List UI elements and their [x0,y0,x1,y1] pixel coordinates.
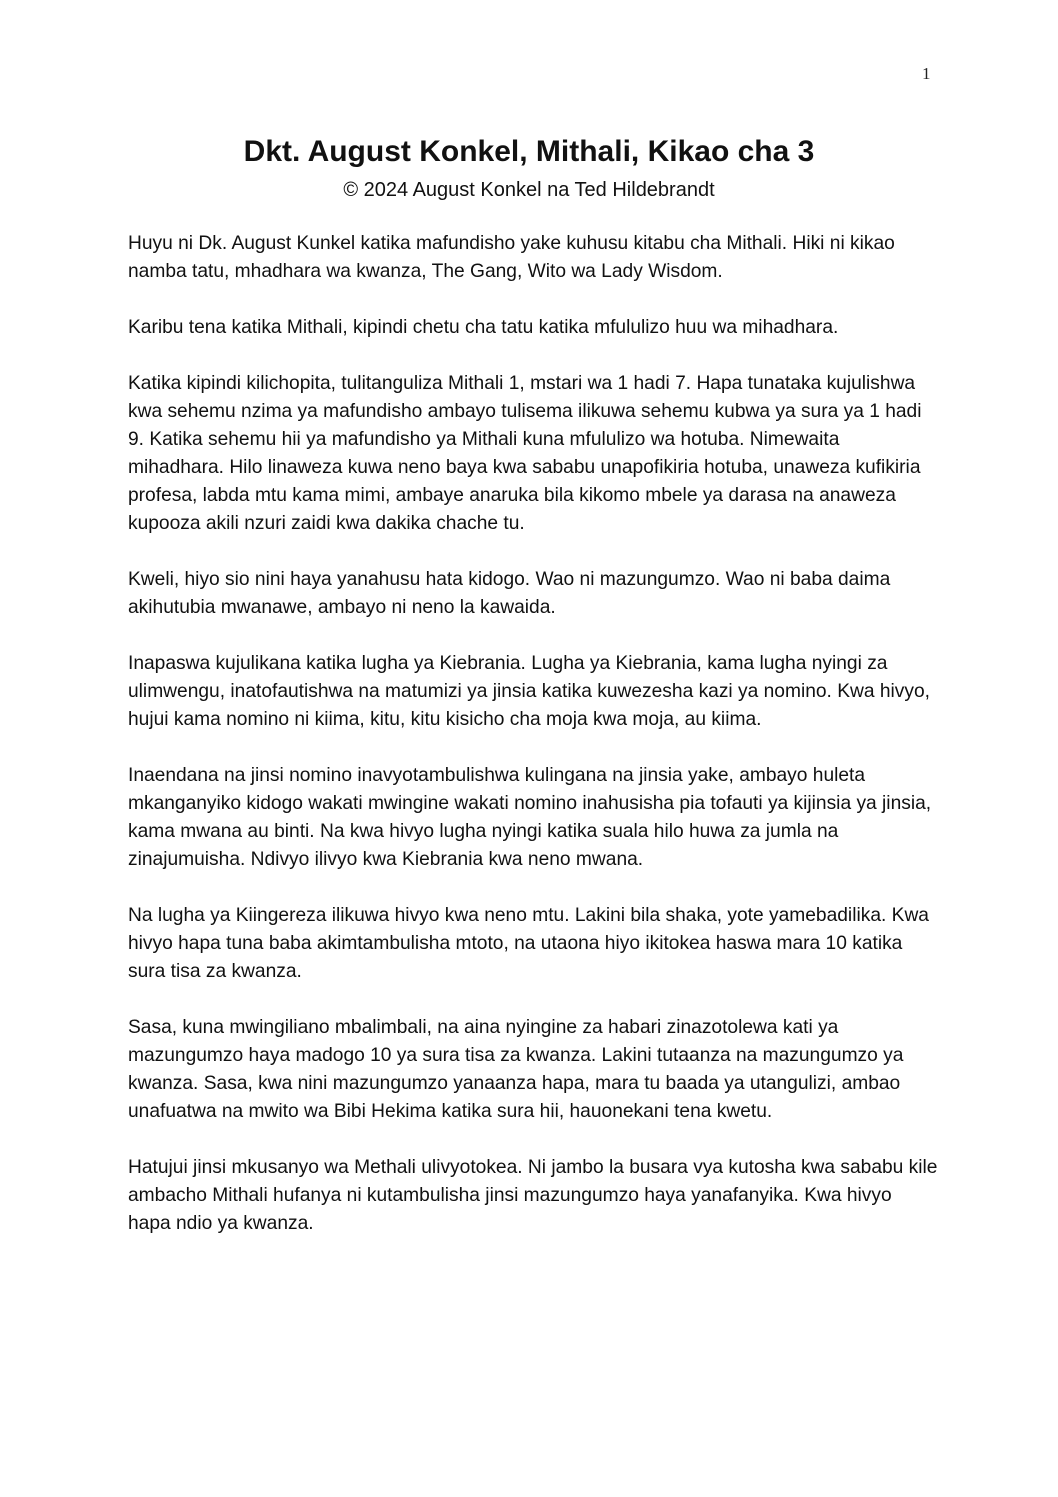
paragraph: Kweli, hiyo sio nini haya yanahusu hata kidogo. Wao ni mazungumzo. Wao ni baba daima akihutubia mwanawe, ambayo ni neno la kawaida. [128,569,891,618]
paragraph: Huyu ni Dk. August Kunkel katika mafundisho yake kuhusu kitabu cha Mithali. Hiki ni kikao namba tatu, mhadhara wa kwanza, The Gang, Wito wa Lady Wisdom. [128,233,895,282]
document-body [128,230,938,1266]
paragraph: Inaendana na jinsi nomino inavyotambulishwa kulingana na jinsia yake, ambayo huleta mkanganyiko kidogo wakati mwingine wakati nomino inahusisha pia tofauti ya kijinsia ya jinsia, kama mwana au binti. Na kwa hivyo lugha nyingi katika suala hilo huwa za jumla na zinajumuisha. Ndivyo ilivyo kwa Kiebrania kwa neno mwana. [128,765,932,870]
copyright-line: © 2024 August Konkel na Ted Hildebrandt [343,179,715,201]
paragraph: Karibu tena katika Mithali, kipindi chetu cha tatu katika mfululizo huu wa mihadhara. [128,317,839,338]
paragraph: Hatujui jinsi mkusanyo wa Methali ulivyotokea. Ni jambo la busara vya kutosha kwa sababu kile ambacho Mithali hufanya ni kutambulisha jinsi mazungumzo haya yanafanyika. Kwa hivyo hapa ndio ya kwanza. [128,1157,938,1234]
paragraph: Inapaswa kujulikana katika lugha ya Kiebrania. Lugha ya Kiebrania, kama lugha nyingi za ulimwengu, inatofautishwa na matumizi ya jinsia katika kuwezesha kazi ya nomino. Kwa hivyo, hujui kama nomino ni kiima, kitu, kitu kisicho cha moja kwa moja, au kiima. [128,653,930,730]
paragraph: Katika kipindi kilichopita, tulitanguliza Mithali 1, mstari wa 1 hadi 7. Hapa tunataka kujulishwa kwa sehemu nzima ya mafundisho ambayo tulisema ilikuwa sehemu kubwa ya sura ya 1 hadi 9. Katika sehemu hii ya mafundisho ya Mithali kuna mfululizo wa hotuba. Nimewaita mihadhara. Hilo linaweza kuwa neno baya kwa sababu unapofikiria hotuba, unaweza kufikiria profesa, labda mtu kama mimi, ambaye anaruka bila kikomo mbele ya darasa na anaweza kupooza akili nzuri zaidi kwa dakika chache tu. [128,373,922,534]
page-number: 1 [922,64,931,83]
paragraph: Sasa, kuna mwingiliano mbalimbali, na aina nyingine za habari zinazotolewa kati ya mazungumzo haya madogo 10 ya sura tisa za kwanza. Lakini tutaanza na mazungumzo ya kwanza. Sasa, kwa nini mazungumzo yanaanza hapa, mara tu baada ya utangulizi, ambao unafuatwa na mwito wa Bibi Hekima katika sura hii, hauonekani tena kwetu. [128,1017,904,1122]
document-title: Dkt. August Konkel, Mithali, Kikao cha 3 [243,135,815,168]
paragraph: Na lugha ya Kiingereza ilikuwa hivyo kwa neno mtu. Lakini bila shaka, yote yamebadilika. Kwa hivyo hapa tuna baba akimtambulisha mtoto, na utaona hiyo ikitokea haswa mara 10 katika sura tisa za kwanza. [128,905,929,982]
